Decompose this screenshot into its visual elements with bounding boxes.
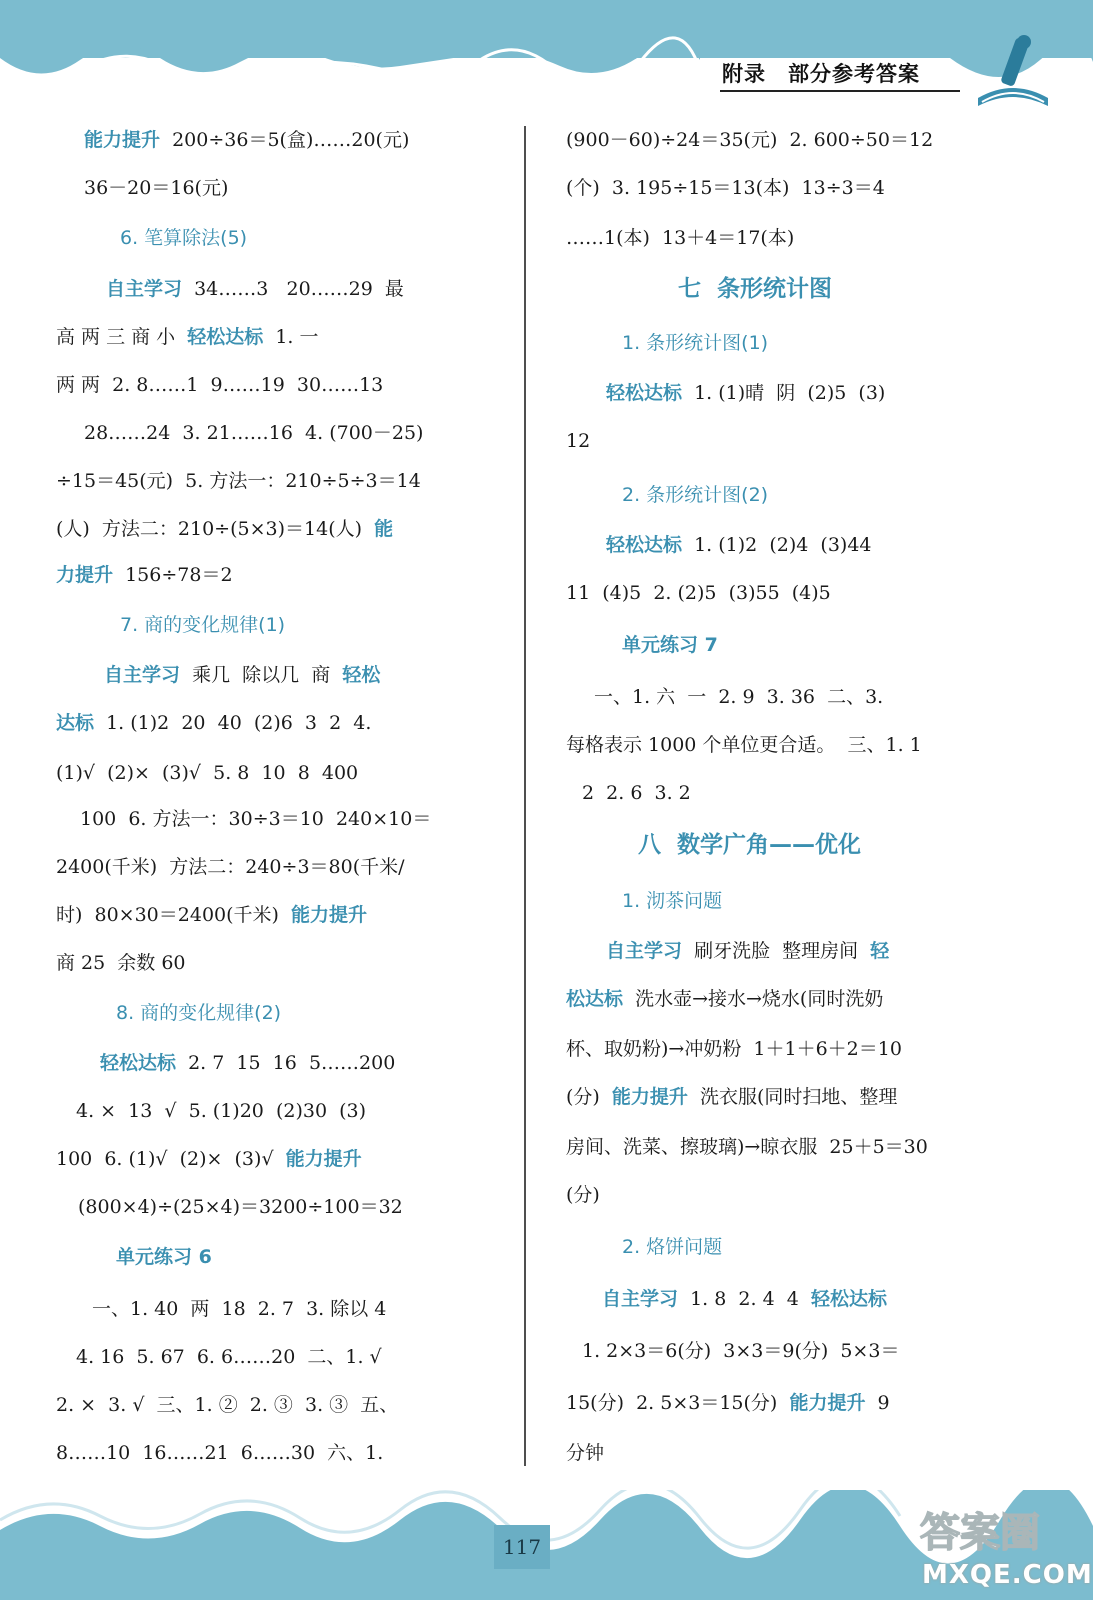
answer-line <box>622 482 768 508</box>
keyword-label: 轻松达标 <box>187 326 264 348</box>
answer-text: ……1(本) 13＋4＝17(本) <box>566 227 795 249</box>
answer-line <box>582 1338 899 1364</box>
answer-text: 杯、取奶粉)→冲奶粉 1＋1＋6＋2＝10 <box>566 1038 902 1060</box>
answer-text: 高 两 三 商 小 <box>56 326 188 348</box>
answer-line <box>606 380 885 406</box>
answer-line <box>84 175 228 201</box>
answer-text: 每格表示 1000 个单位更合适。 三、1. 1 <box>566 734 922 756</box>
answer-text: 11 (4)5 2. (2)5 (3)55 (4)5 <box>566 582 831 604</box>
answer-text: 15(分) 2. 5×3＝15(分) <box>566 1392 790 1414</box>
page-number: 117 <box>494 1525 550 1569</box>
answer-text: 2. 7 15 16 5……200 <box>176 1052 396 1074</box>
keyword-label: 能 <box>374 518 394 540</box>
answer-line <box>78 1194 403 1220</box>
answer-line <box>56 760 358 786</box>
answer-line <box>56 710 371 736</box>
chapter-heading: 七 条形统计图 <box>678 276 833 302</box>
answer-line <box>56 902 367 928</box>
answer-text: 4. × 13 √ 5. (1)20 (2)30 (3) <box>76 1100 367 1122</box>
answer-text: 2400(千米) 方法二：240÷3＝80(千米/ <box>56 856 405 878</box>
answer-text: 4. 16 5. 67 6. 6……20 二、1. √ <box>76 1346 382 1368</box>
answer-text: 1. 8 2. 4 4 <box>678 1288 811 1310</box>
answer-line <box>76 1098 366 1124</box>
keyword-label: 单元练习 7 <box>622 634 718 656</box>
answer-text: 8……10 16……21 6……30 六、1. <box>56 1442 384 1464</box>
answer-line <box>56 1440 383 1466</box>
answer-line <box>566 1390 890 1416</box>
keyword-label: 轻松达标 <box>810 1288 887 1310</box>
answer-text: 28……24 3. 21……16 4. (700－25) <box>84 422 424 444</box>
answer-line <box>566 1182 600 1208</box>
section-heading: 8. 商的变化规律(2) <box>116 1002 282 1024</box>
keyword-label: 自主学习 <box>106 278 183 300</box>
answer-text: (人) 方法二：210÷(5×3)＝14(人) <box>56 518 375 540</box>
answer-line <box>116 1000 281 1026</box>
answer-line <box>120 612 285 638</box>
answer-line <box>106 276 404 302</box>
answer-line <box>638 832 861 858</box>
answer-text: 两 两 2. 8……1 9……19 30……13 <box>56 374 384 396</box>
answer-text: 200÷36＝5(盒)……20(元) <box>160 129 410 151</box>
header-rule <box>720 90 960 92</box>
keyword-label: 松达标 <box>566 988 624 1010</box>
answer-text: 一、1. 六 一 2. 9 3. 36 二、3. <box>594 686 884 708</box>
answer-text: 1. (1)2 (2)4 (3)44 <box>682 534 872 556</box>
answer-line <box>622 1234 722 1260</box>
answer-text: 1. 一 <box>263 326 319 348</box>
keyword-label: 轻松达标 <box>606 382 683 404</box>
keyword-label: 能力提升 <box>291 904 368 926</box>
answer-text: 刷牙洗脸 整理房间 <box>682 940 871 962</box>
answer-text: 洗水壶→接水→烧水(同时洗奶 <box>623 988 884 1010</box>
answer-text: 一、1. 40 两 18 2. 7 3. 除以 4 <box>92 1298 387 1320</box>
answer-line <box>566 225 794 251</box>
answer-text: 100 6. (1)√ (2)× (3)√ <box>56 1148 286 1170</box>
chapter-heading: 八 数学广角——优化 <box>638 832 862 858</box>
section-heading: 1. 条形统计图(1) <box>622 332 769 354</box>
answer-line <box>606 532 872 558</box>
answer-text: (分) <box>566 1184 600 1206</box>
answer-text: 1. 2×3＝6(分) 3×3＝9(分) 5×3＝ <box>582 1340 900 1362</box>
answer-line <box>56 854 405 880</box>
keyword-label: 能力提升 <box>789 1392 866 1414</box>
answer-line <box>116 1244 212 1270</box>
answer-line <box>56 1392 398 1418</box>
answer-line <box>92 1296 386 1322</box>
answer-line <box>566 580 831 606</box>
keyword-label: 达标 <box>56 712 95 734</box>
answer-text: 分钟 <box>566 1442 605 1464</box>
answer-line <box>602 1286 887 1312</box>
answer-line <box>84 420 423 446</box>
section-heading: 2. 烙饼问题 <box>622 1236 723 1258</box>
answer-line <box>566 127 933 153</box>
keyword-label: 轻松达标 <box>606 534 683 556</box>
header-answers: 部分参考答案 <box>788 61 920 86</box>
answer-line <box>566 986 883 1012</box>
section-heading: 2. 条形统计图(2) <box>622 484 769 506</box>
answer-text: (800×4)÷(25×4)＝3200÷100＝32 <box>78 1196 403 1218</box>
keyword-label: 单元练习 6 <box>116 1246 212 1268</box>
answer-text: 9 <box>865 1392 890 1414</box>
answer-line <box>622 330 768 356</box>
section-heading: 6. 笔算除法(5) <box>120 227 248 249</box>
answer-text: 100 6. 方法一：30÷3＝10 240×10＝ <box>80 808 432 830</box>
answer-line <box>76 1344 382 1370</box>
answer-line <box>566 1084 897 1110</box>
answer-line <box>56 1146 362 1172</box>
keyword-label: 自主学习 <box>602 1288 679 1310</box>
answer-line <box>566 732 922 758</box>
answer-line <box>566 428 590 454</box>
answer-line <box>56 468 421 494</box>
answer-text: ÷15＝45(元) 5. 方法一：210÷5÷3＝14 <box>56 470 421 492</box>
answer-text: 商 25 余数 60 <box>56 952 186 974</box>
answer-line <box>622 888 722 914</box>
answer-text: 洗衣服(同时扫地、整理 <box>687 1086 898 1108</box>
answer-text: 时) 80×30＝2400(千米) <box>56 904 292 926</box>
answer-text: 34……3 20……29 最 <box>182 278 404 300</box>
answer-line <box>566 1134 928 1160</box>
answer-text: 1. (1)晴 阴 (2)5 (3) <box>682 382 886 404</box>
keyword-label: 自主学习 <box>104 664 181 686</box>
answer-line <box>678 276 832 302</box>
answer-line <box>566 1036 902 1062</box>
answer-line <box>594 684 883 710</box>
answer-text: 房间、洗菜、擦玻璃)→晾衣服 25＋5＝30 <box>566 1136 928 1158</box>
answer-text: 36－20＝16(元) <box>84 177 229 199</box>
keyword-label: 轻松 <box>342 664 381 686</box>
keyword-label: 自主学习 <box>606 940 683 962</box>
section-heading: 1. 沏茶问题 <box>622 890 723 912</box>
answer-line <box>566 1440 604 1466</box>
answer-text: 12 <box>566 430 591 452</box>
keyword-label: 轻松达标 <box>100 1052 177 1074</box>
answer-line <box>80 806 431 832</box>
watermark-url: MXQE.COM <box>922 1560 1093 1590</box>
keyword-label: 力提升 <box>56 564 114 586</box>
answer-text: (分) <box>566 1086 612 1108</box>
answer-line <box>84 127 409 153</box>
answer-text: 2. × 3. √ 三、1. ② 2. ③ 3. ③ 五、 <box>56 1394 399 1416</box>
answer-line <box>606 938 889 964</box>
column-divider <box>524 126 526 1466</box>
watermark-logo-text: 答案圈 <box>920 1510 1040 1556</box>
answer-text: 2 2. 6 3. 2 <box>582 782 691 804</box>
answer-line <box>56 516 393 542</box>
answer-line <box>56 324 319 350</box>
answer-line <box>104 662 380 688</box>
answer-text: (1)√ (2)× (3)√ 5. 8 10 8 400 <box>56 762 359 784</box>
section-heading: 7. 商的变化规律(1) <box>120 614 286 636</box>
answer-line <box>56 372 383 398</box>
answer-line <box>566 175 885 201</box>
answer-line <box>56 562 233 588</box>
answer-line <box>56 950 186 976</box>
answer-text: 156÷78＝2 <box>113 564 233 586</box>
answer-line <box>120 225 247 251</box>
keyword-label: 能力提升 <box>84 129 161 151</box>
answer-line <box>100 1050 395 1076</box>
answer-text: 乘几 除以几 商 <box>180 664 343 686</box>
header-appendix: 附录 <box>722 61 766 86</box>
top-wave-banner <box>0 0 1093 110</box>
header-title <box>722 58 920 88</box>
answer-text: (900－60)÷24＝35(元) 2. 600÷50＝12 <box>566 129 934 151</box>
answer-line <box>582 780 691 806</box>
pen-book-logo-icon <box>968 28 1058 118</box>
keyword-label: 轻 <box>870 940 890 962</box>
answer-text: (个) 3. 195÷15＝13(本) 13÷3＝4 <box>566 177 885 199</box>
keyword-label: 能力提升 <box>285 1148 362 1170</box>
answer-line <box>622 632 718 658</box>
keyword-label: 能力提升 <box>611 1086 688 1108</box>
answer-text: 1. (1)2 20 40 (2)6 3 2 4. <box>94 712 372 734</box>
